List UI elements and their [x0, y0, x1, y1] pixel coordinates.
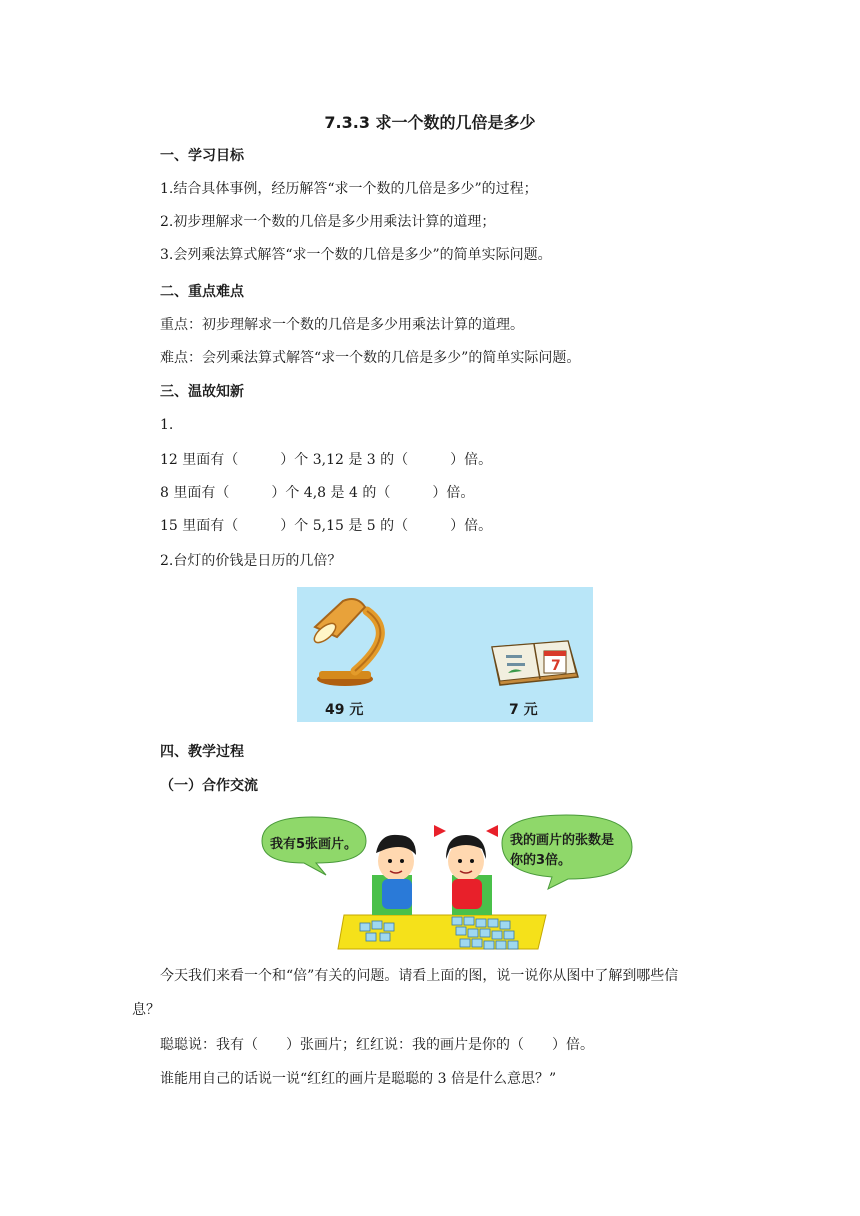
lamp-price-label: 49 元 [325, 702, 364, 718]
section-heading-review: 三、温故知新 [160, 384, 244, 400]
goal-item-1: 1.结合具体事例，经历解答“求一个数的几倍是多少”的过程； [160, 181, 538, 197]
paragraph-fill-blanks: 聪聪说：我有（ ）张画片；红红说：我的画片是你的（ ）倍。 [160, 1037, 594, 1053]
key-point-line: 重点：初步理解求一个数的几倍是多少用乘法计算的道理。 [160, 317, 524, 333]
difficulty-line: 难点：会列乘法算式解答“求一个数的几倍是多少”的简单实际问题。 [160, 350, 581, 366]
review-q2: 2.台灯的价钱是日历的几倍？ [160, 553, 342, 569]
calendar-date-number: 7 [551, 658, 561, 674]
children-cards-figure [256, 813, 634, 953]
review-line-1: 12 里面有（ ）个 3,12 是 3 的（ ）倍。 [160, 452, 493, 468]
paragraph-intro-line-1: 今天我们来看一个和“倍”有关的问题。请看上面的图，说一说你从图中了解到哪些信 [160, 968, 679, 984]
section-heading-goals: 一、学习目标 [160, 148, 244, 164]
calendar-price-label: 7 元 [509, 702, 538, 718]
paragraph-intro-line-2: 息？ [132, 1002, 160, 1018]
lamp-calendar-figure [297, 587, 593, 722]
goal-item-2: 2.初步理解求一个数的几倍是多少用乘法计算的道理； [160, 214, 496, 230]
calendar-illustration [482, 633, 582, 693]
speech-bubble-girl-line-1: 我的画片的张数是 [510, 833, 615, 848]
paragraph-question: 谁能用自己的话说一说“红红的画片是聪聪的 3 倍是什么意思？” [160, 1071, 557, 1087]
review-line-3: 15 里面有（ ）个 5,15 是 5 的（ ）倍。 [160, 518, 493, 534]
section-heading-key-points: 二、重点难点 [160, 284, 244, 300]
subsection-heading-cooperation: （一）合作交流 [160, 778, 258, 794]
goal-item-3: 3.会列乘法算式解答“求一个数的几倍是多少”的简单实际问题。 [160, 247, 552, 263]
speech-bubble-boy: 我有5张画片。 [270, 837, 358, 852]
page-title: 7.3.3 求一个数的几倍是多少 [324, 113, 536, 132]
speech-bubble-girl-line-2: 你的3倍。 [510, 853, 572, 868]
review-q1-number: 1. [160, 417, 174, 433]
review-line-2: 8 里面有（ ）个 4,8 是 4 的（ ）倍。 [160, 485, 475, 501]
section-heading-teaching: 四、教学过程 [160, 744, 244, 760]
